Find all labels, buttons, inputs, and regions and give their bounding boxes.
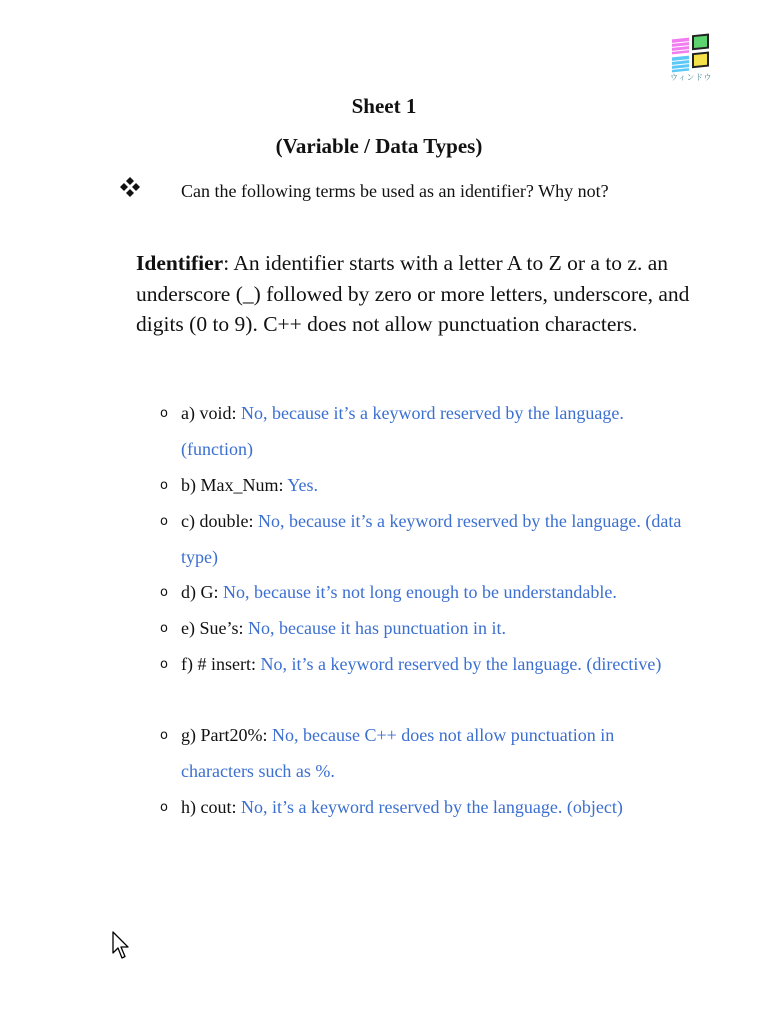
list-marker: o	[160, 657, 168, 672]
list-item	[160, 718, 690, 790]
answer-label: b) Max_Num:	[181, 475, 288, 495]
answer-response: Yes.	[287, 475, 319, 495]
list-item	[160, 504, 690, 576]
page-subtitle: (Variable / Data Types)	[275, 134, 483, 158]
list-marker: o	[160, 478, 168, 493]
list-item	[160, 790, 690, 826]
list-marker: o	[160, 621, 168, 636]
answer-label: d) G:	[181, 582, 223, 602]
definition-term: Identifier	[136, 251, 224, 275]
list-marker: o	[160, 800, 168, 815]
page-title: Sheet 1	[351, 94, 417, 118]
logo-caption: ウィンドウ	[669, 73, 713, 82]
list-item	[160, 468, 690, 504]
list-item	[160, 647, 690, 683]
answer-response: No, because it has punctuation in it.	[248, 618, 506, 638]
answer-label: c) double:	[181, 511, 258, 531]
list-marker: o	[160, 728, 168, 743]
list-item	[160, 611, 690, 647]
answer-label: a) void:	[181, 403, 241, 423]
list-marker: o	[160, 585, 168, 600]
answer-response: No, it’s a keyword reserved by the language. (directive)	[260, 654, 662, 674]
question-text: Can the following terms be used as an identifier? Why not?	[181, 181, 609, 201]
list-item	[160, 396, 690, 468]
list-marker: o	[160, 406, 168, 421]
answer-label: g) Part20%:	[181, 725, 272, 745]
answer-label: e) Sue’s:	[181, 618, 248, 638]
definition-text: : An identifier starts with a letter A to Z or a to z. an underscore (_) followed by zero or more letters, underscore, and digits (0 to 9). C++ does not allow punctuation characters.	[136, 251, 690, 336]
answer-label: h) cout:	[181, 797, 241, 817]
answer-response: No, because it’s a keyword reserved by the language. (data type)	[181, 511, 682, 567]
list-marker: o	[160, 514, 168, 529]
answer-response: No, because it’s not long enough to be understandable.	[223, 582, 617, 602]
answer-response: No, because C++ does not allow punctuation in characters such as %.	[181, 725, 615, 781]
answer-response: No, because it’s a keyword reserved by the language. (function)	[181, 403, 624, 459]
answer-response: No, it’s a keyword reserved by the language. (object)	[241, 797, 623, 817]
list-item	[160, 575, 690, 611]
mouse-pointer-icon	[112, 931, 130, 961]
answer-label: f) # insert:	[181, 654, 261, 674]
